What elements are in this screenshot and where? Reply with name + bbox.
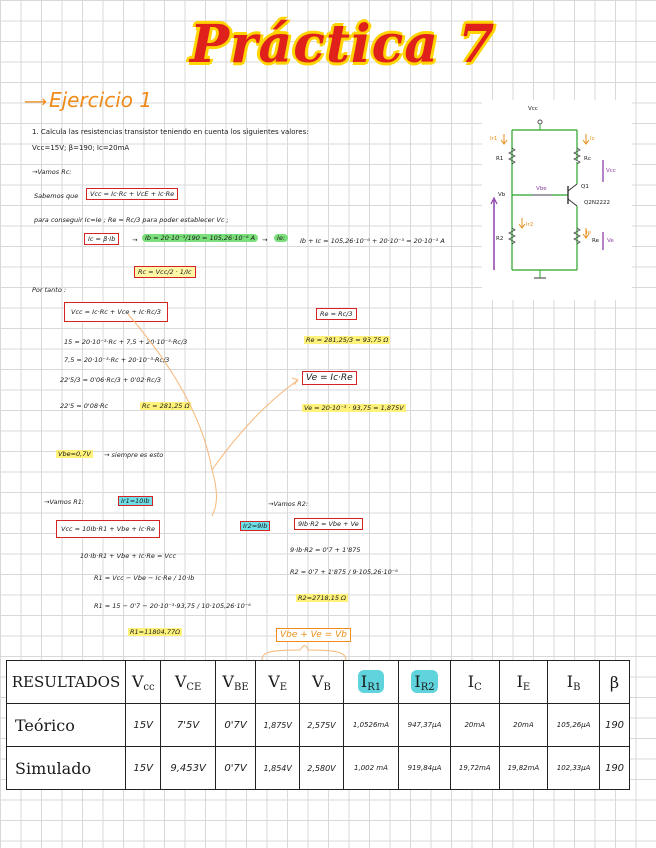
header-sub: CE [186, 681, 202, 693]
label-ir1: Ir1 [490, 136, 498, 142]
cell: 919,84µA [399, 747, 451, 790]
arrow-right-icon: → [132, 236, 138, 244]
header-beta: β [600, 661, 630, 704]
header-ir2-highlight [411, 670, 437, 693]
circuit-diagram [482, 100, 632, 300]
header-vcc [126, 661, 161, 704]
eq-ib: Ib = 20·10⁻³/190 = 105,26·10⁻⁶ A [142, 234, 258, 242]
statement-line-1: 1. Calcula las resistencias transistor teniendo en cuenta los siguientes valores: [32, 128, 309, 136]
work-line-4: 22'5 = 0'08·Rc [60, 402, 109, 410]
header-main: I [360, 671, 368, 691]
r2-result: R2=2718,15 Ω [298, 594, 347, 602]
cell: 190 [600, 704, 630, 747]
eq-r1-box: Vcc = 10Ib·R1 + Vbe + Ic·Re [56, 520, 160, 538]
brace-icon [262, 646, 346, 661]
label-vbe: Vbe [536, 186, 547, 192]
cell: 0'7V [215, 704, 256, 747]
r1-result: R1=11804,77Ω [130, 628, 181, 636]
r1-line-2: R1 = Vcc − Vbe − Ic·Re / 10·Ib [94, 574, 195, 582]
cell: 7'5V [161, 704, 215, 747]
por-tanto: Por tanto : [32, 286, 67, 294]
header-ir1 [343, 661, 398, 704]
r2-line-2: R2 = 0'7 + 1'875 / 9·105,26·10⁻⁶ [290, 568, 398, 576]
header-sub: cc [143, 681, 155, 693]
re-box: Re = Rc/3 [316, 308, 357, 320]
header-vbe [215, 661, 256, 704]
eq-r2-box: 9Ib·R2 = Vbe + Ve [294, 518, 363, 530]
eq-rc-box: Rc = Vcc/2 · 1/Ic [134, 266, 196, 278]
table-row [7, 747, 630, 790]
ve-box: Ve = Ic·Re [302, 371, 357, 385]
arrow-right-icon: ⟶ [24, 92, 47, 111]
header-ic [450, 661, 499, 704]
cell: 102,33µA [548, 747, 600, 790]
header-main: I [414, 671, 421, 691]
statement-line-2: Vcc=15V; β=190; Ic=20mA [32, 144, 130, 152]
para-conseguir-text: para conseguir Ic≈Ie ; Re = Rc/3 para poder establecer Vc ; [34, 216, 229, 224]
table-header-row [7, 661, 630, 704]
table-row [7, 704, 630, 747]
eq-main-box: Vcc = Ic·Rc + Vce + Ic·Rc/3 [64, 302, 168, 322]
label-ie: Ie [586, 230, 592, 236]
header-main: I [467, 671, 475, 691]
row-label: Teórico [7, 704, 126, 747]
header-main: V [174, 671, 187, 691]
header-vb [300, 661, 344, 704]
cell: 9,453V [161, 747, 215, 790]
cell: 20mA [450, 704, 499, 747]
header-main: V [268, 671, 280, 691]
cell: 1,002 mA [343, 747, 398, 790]
header-main: V [131, 671, 144, 691]
cell: 2,575V [300, 704, 344, 747]
eq-vcc-box: Vcc = Ic·Rc + VcE + Ic·Re [86, 188, 178, 200]
cell: 20mA [499, 704, 548, 747]
header-sub: E [522, 681, 531, 693]
label-r2: R2 [496, 236, 504, 242]
header-sub: B [323, 681, 331, 693]
label-transistor: Q2N2222 [584, 200, 610, 206]
sabemos-text: Sabemos que [34, 192, 79, 200]
vbe-note: Vbe=0,7V [58, 450, 91, 458]
header-ib [548, 661, 600, 704]
header-sub: E [279, 681, 288, 693]
r1-line-1: 10·Ib·R1 + Vbe + Ic·Re = Vcc [80, 552, 177, 560]
vamos-r1: →Vamos R1: [44, 498, 85, 506]
header-sub: C [474, 681, 482, 693]
header-ir1-highlight [358, 670, 384, 693]
eq-ic-box: Ic = β·Ib [84, 233, 119, 245]
header-main: V [311, 671, 324, 691]
cell: 2,580V [300, 747, 344, 790]
vamos-r2: →Vamos R2: [268, 500, 309, 508]
header-main: I [566, 671, 574, 691]
header-ir2 [399, 661, 451, 704]
label-vcc-side: Vcc [606, 168, 616, 174]
cell: 15V [126, 747, 161, 790]
cell: 105,26µA [548, 704, 600, 747]
cell: 1,0526mA [343, 704, 398, 747]
cell: 190 [600, 747, 630, 790]
label-ve: Ve [607, 238, 614, 244]
cell: 15V [126, 704, 161, 747]
label-rc: Rc [584, 156, 591, 162]
cell: 19,82mA [499, 747, 548, 790]
label-vb: Vb [498, 192, 506, 198]
r1-line-3: R1 = 15 − 0'7 − 20·10⁻³·93,75 / 10·105,26·10⁻⁶ [94, 602, 251, 610]
header-sub: BE [233, 681, 249, 693]
cell: 947,37µA [399, 704, 451, 747]
connector-curve [128, 314, 217, 516]
vb-box: Vbe + Ve = Vb [276, 628, 351, 642]
header-main: V [222, 671, 234, 691]
eq-ie-label: Ie: [274, 234, 288, 242]
cell: 1,854V [256, 747, 300, 790]
label-ic: Ic [590, 136, 595, 142]
connector-curve-ve [212, 380, 298, 470]
r2-line-1: 9·Ib·R2 = 0'7 + 1'875 [290, 546, 361, 554]
work-line-1: 15 = 20·10⁻³·Rc + 7,5 + 20·10⁻³·Rc/3 [64, 338, 188, 346]
exercise-heading-text: Ejercicio 1 [48, 88, 153, 112]
header-ve [256, 661, 300, 704]
label-q: Q1 [581, 184, 589, 190]
header-resultados: RESULTADOS [7, 661, 126, 704]
cell: 0'7V [215, 747, 256, 790]
ve-result: Ve = 20·10⁻³ · 93,75 = 1,875V [304, 404, 404, 412]
rc-result: Rc = 281,25 Ω [142, 402, 190, 410]
label-re: Re [592, 238, 599, 244]
label-r1: R1 [496, 156, 504, 162]
header-vce [161, 661, 215, 704]
header-sub: B [573, 681, 581, 693]
work-line-3: 22'5/3 = 0'06·Rc/3 + 0'02·Rc/3 [60, 376, 162, 384]
ir1-box: Ir1=10Ib [118, 496, 153, 506]
vamos-rc: →Vamos Rc: [32, 168, 72, 176]
arrow-right-icon: → [262, 236, 268, 244]
re-result: Re = 281,25/3 = 93,75 Ω [306, 336, 389, 344]
eq-ie-value: Ib + Ic = 105,26·10⁻⁶ + 20·10⁻³ = 20·10⁻³ A [300, 237, 445, 245]
label-ir2: Ir2 [526, 222, 534, 228]
ir2-box: Ir2=9Ib [240, 521, 270, 531]
vbe-text: → siempre es esto [104, 451, 164, 459]
cell: 19,72mA [450, 747, 499, 790]
cell: 1,875V [256, 704, 300, 747]
header-sub: R2 [420, 681, 435, 693]
header-sub: R1 [367, 681, 382, 693]
label-vcc: Vcc [528, 106, 538, 112]
row-label: Simulado [7, 747, 126, 790]
page-title: Práctica 7 [190, 14, 496, 75]
header-ie [499, 661, 548, 704]
work-line-2: 7,5 = 20·10⁻³·Rc + 20·10⁻³·Rc/3 [64, 356, 170, 364]
results-table [6, 660, 630, 790]
header-main: I [516, 671, 523, 691]
